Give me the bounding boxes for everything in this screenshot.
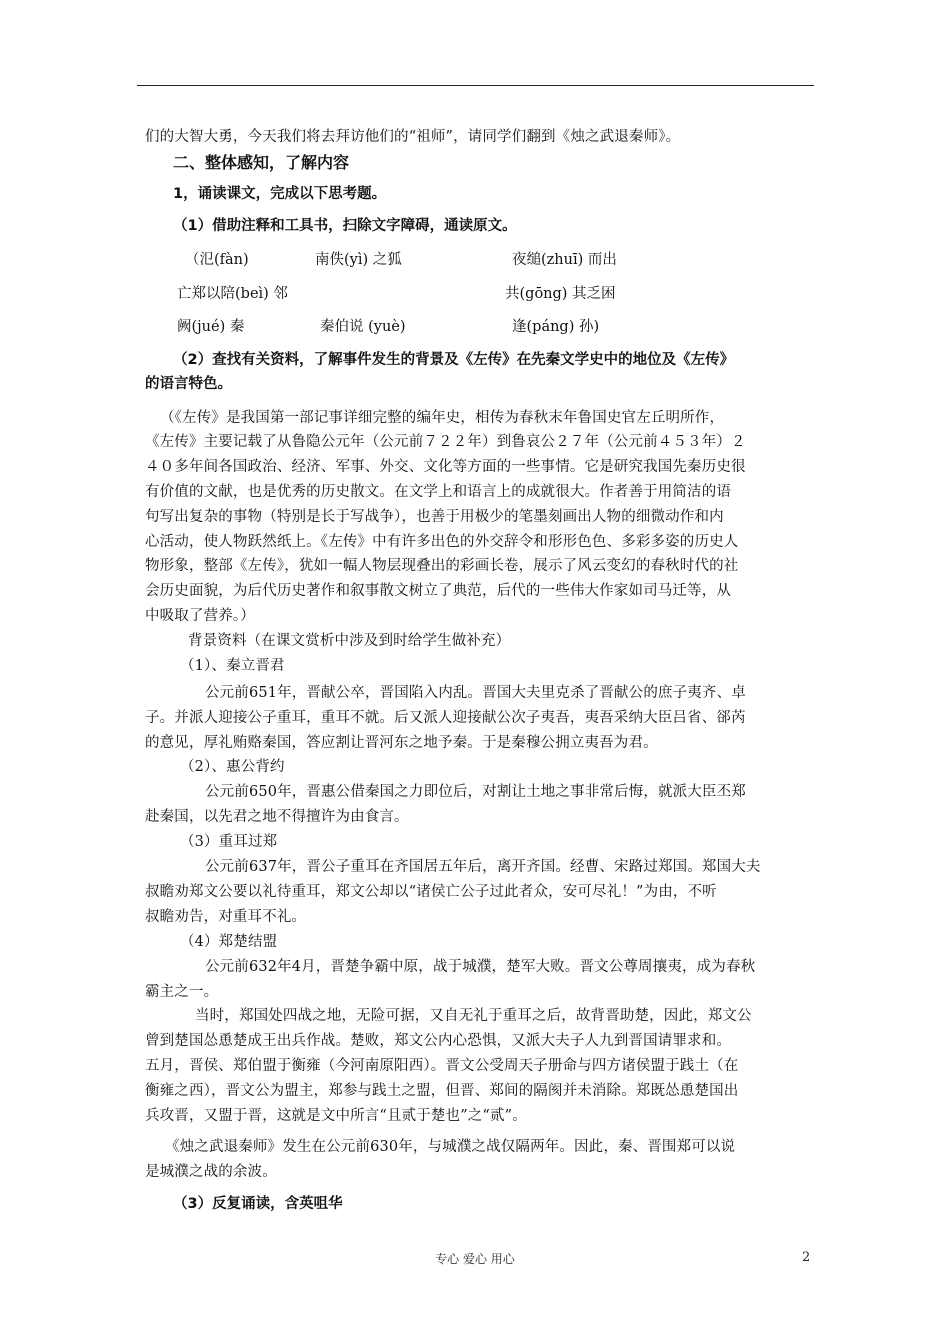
paragraph-line: 有价值的文献，也是优秀的历史散文。在文学上和语言上的成就很大。作者善于用简洁的语 bbox=[145, 484, 731, 500]
text-line: 们的大智大勇，今天我们将去拜访他们的“祖师”，请同学们翻到《烛之武退秦师》。 bbox=[145, 129, 681, 145]
paragraph-line: 物形象，整部《左传》，犹如一幅人物层现叠出的彩画长卷，展示了风云变幻的春秋时代的社 bbox=[145, 558, 739, 574]
paragraph-line: （《左传》是我国第一部记事详细完整的编年史，相传为春秋末年鲁国史官左丘明所作， bbox=[160, 410, 725, 426]
paragraph-line: 公元前651年，晋献公卒，晋国陷入内乱。晋国大夫里克杀了晋献公的庶子夷齐、卓 bbox=[205, 685, 746, 701]
question-heading: （3）反复诵读，含英咀华 bbox=[173, 1196, 343, 1212]
paragraph-line: 公元前637年，晋公子重耳在齐国居五年后，离开齐国。经曹、宋路过郑国。郑国大夫 bbox=[205, 859, 761, 875]
question-heading: （2）查找有关资料，了解事件发生的背景及《左传》在先秦文学史中的地位及《左传》 bbox=[173, 352, 735, 368]
pinyin-item: 逢(páng) 孙) bbox=[512, 319, 600, 335]
paragraph-line: 公元前650年，晋惠公借秦国之力即位后，对割让土地之事非常后悔，就派大臣丕郑 bbox=[205, 784, 746, 800]
paragraph-line: 叔瞻劝告，对重耳不礼。 bbox=[145, 909, 307, 925]
pinyin-item: 亡郑以陪(beì) 邻 bbox=[177, 286, 288, 302]
paragraph-line: 是城濮之战的余波。 bbox=[145, 1164, 277, 1180]
page-footer: 专心 爱心 用心 bbox=[435, 1252, 515, 1266]
header-rule bbox=[137, 85, 814, 86]
section-heading: 二、整体感知，了解内容 bbox=[173, 153, 350, 172]
pinyin-item: 阙(jué) 秦 bbox=[177, 319, 245, 335]
background-heading: 背景资料（在课文赏析中涉及到时给学生做补充） bbox=[188, 633, 511, 649]
paragraph-line: 叔瞻劝郑文公要以礼待重耳，郑文公却以“诸侯亡公子过此者众，安可尽礼！”为由，不听 bbox=[145, 884, 717, 900]
question-heading-cont: 的语言特色。 bbox=[145, 376, 232, 392]
paragraph-line: 赴秦国，以先君之地不得擅许为由食言。 bbox=[145, 809, 409, 825]
subsection-heading: 1，诵读课文，完成以下思考题。 bbox=[173, 186, 387, 202]
paragraph-line: 当时，郑国处四战之地，无险可据，又自无礼于重耳之后，故背晋助楚，因此，郑文公 bbox=[195, 1008, 752, 1024]
paragraph-line: ４０多年间各国政治、经济、军事、外交、文化等方面的一些事情。它是研究我国先秦历史很 bbox=[145, 459, 746, 475]
background-item-title: （3）重耳过郑 bbox=[180, 834, 278, 850]
question-heading: （1）借助注释和工具书，扫除文字障碍，通读原文。 bbox=[173, 218, 517, 234]
paragraph-line: 曾到楚国怂恿楚成王出兵作战。楚败，郑文公内心恐惧，又派大夫子人九到晋国请罪求和。 bbox=[145, 1033, 731, 1049]
background-item-title: （1）、秦立晋君 bbox=[180, 658, 285, 674]
paragraph-line: 心活动，使人物跃然纸上。《左传》中有许多出色的外交辞令和形形色色、多彩多姿的历史人 bbox=[145, 534, 739, 550]
pinyin-item: 秦伯说 (yuè) bbox=[320, 319, 406, 335]
paragraph-line: 会历史面貌，为后代历史著作和叙事散文树立了典范，后代的一些伟大作家如司马迁等，从 bbox=[145, 583, 731, 599]
paragraph-line: 《左传》主要记载了从鲁隐公元年（公元前７２２年）到鲁哀公２７年（公元前４５３年）２ bbox=[145, 434, 746, 450]
paragraph-line: 兵攻晋，又盟于晋，这就是文中所言“且贰于楚也”之“贰”。 bbox=[145, 1108, 527, 1124]
paragraph-line: 的意见，厚礼贿赂秦国，答应割让晋河东之地予秦。于是秦穆公拥立夷吾为君。 bbox=[145, 735, 658, 751]
background-item-title: （4）郑楚结盟 bbox=[180, 934, 278, 950]
paragraph-line: 中吸取了营养。） bbox=[145, 608, 255, 624]
paragraph-line: 《烛之武退秦师》发生在公元前630年，与城濮之战仅隔两年。因此，秦、晋围郑可以说 bbox=[165, 1139, 736, 1155]
paragraph-line: 五月，晋侯、郑伯盟于衡雍（今河南原阳西）。晋文公受周天子册命与四方诸侯盟于践土（在 bbox=[145, 1058, 739, 1074]
paragraph-line: 公元前632年4月，晋楚争霸中原，战于城濮，楚军大败。晋文公尊周攘夷，成为春秋 bbox=[205, 959, 756, 975]
pinyin-item: （氾(fàn) bbox=[185, 252, 249, 268]
background-item-title: （2）、惠公背约 bbox=[180, 759, 285, 775]
page-number: 2 bbox=[802, 1250, 811, 1265]
paragraph-line: 霸主之一。 bbox=[145, 984, 219, 1000]
paragraph-line: 子。并派人迎接公子重耳，重耳不就。后又派人迎接献公次子夷吾，夷吾采纳大臣吕省、郤芮 bbox=[145, 710, 746, 726]
pinyin-item: 南佚(yì) 之狐 bbox=[315, 252, 402, 268]
pinyin-item: 夜缒(zhuī) 而出 bbox=[512, 252, 617, 268]
paragraph-line: 衡雍之西），晋文公为盟主，郑参与践土之盟，但晋、郑间的隔阂并未消除。郑既怂恿楚国出 bbox=[145, 1083, 739, 1099]
pinyin-item: 共(gōng) 其乏困 bbox=[505, 286, 616, 302]
paragraph-line: 句写出复杂的事物（特别是长于写战争），也善于用极少的笔墨刻画出人物的细微动作和内 bbox=[145, 509, 724, 525]
